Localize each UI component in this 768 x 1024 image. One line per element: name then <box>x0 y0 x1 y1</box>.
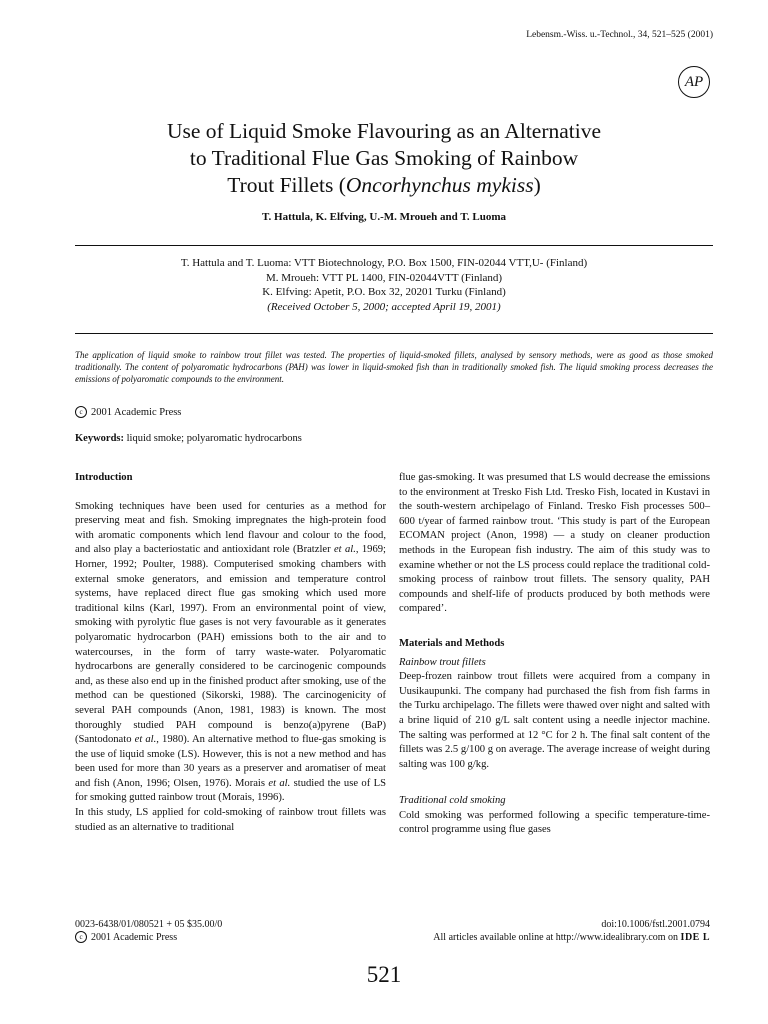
title-line-2: to Traditional Flue Gas Smoking of Rainbow <box>189 146 579 170</box>
journal-reference: Lebensm.-Wiss. u.-Technol., 34, 521–525 (2001) <box>526 30 713 40</box>
title-line-1: Use of Liquid Smoke Flavouring as an Alternative <box>166 119 602 143</box>
doi: doi:10.1006/fstl.2001.0794 <box>601 919 710 930</box>
keywords-text: liquid smoke; polyaromatic hydrocarbons <box>126 433 302 444</box>
cold-smoking-paragraph: Cold smoking was performed following a specific temperature-time-control programme using flue gases <box>399 809 710 836</box>
copyright-icon: c <box>75 406 87 418</box>
footer-right <box>433 918 710 944</box>
author-list: T. Hattula, K. Elfving, U.-M. Mroueh and T. Luoma <box>262 211 506 223</box>
footer-left <box>75 918 222 944</box>
intro-paragraph-2: In this study, LS applied for cold-smoking of rainbow trout fillets was studied as an alternative to traditional <box>75 807 386 833</box>
divider-rule <box>75 333 713 334</box>
divider-rule <box>75 245 713 246</box>
footer-copyright: c 2001 Academic Press <box>75 931 222 944</box>
affiliations <box>0 256 768 314</box>
right-column <box>399 471 710 838</box>
title-line-3: Trout Fillets (Oncorhynchus mykiss) <box>227 173 541 197</box>
section-heading-materials-methods: Materials and Methods <box>399 637 505 649</box>
intro-continuation: flue gas-smoking. It was presumed that LS would decrease the emissions to the environment at Tresko Fish Ltd. Tresko Fish, located in Kustavi in the south-western archipelago of Finland. Tresko Fish processes 500–600 t/year of farmed rainbow trout. ‘This study is part of the European ECOMAN project (Anon, 1998) — a study on cleaner production methods in the European fish industry. The aim of this study was to examine whether or not the LS process could replace the traditional cold-smoking process of rainbow trout fillets. The sensory quality, PAH compounds and shelf-life of products produced by both methods were compared’. <box>399 472 710 615</box>
intro-paragraph-1: Smoking techniques have been used for centuries as a method for preserving meat and fish. Smoking impregnates the high-protein food with aromatic components which lend flavour and colour to the food, and also play a bacteriostatic and antioxidant role (Bratzler et al., 1969; Horner, 1992; Poulter, 1988). Computerised smoking chambers with external smoke generators, and emission and temperature control systems, have replaced direct flue gas smoking which used more traditional kilns (Karl, 1997). From an environmental point of view, smoking with pyrolytic flue gases is not very favourable as it generates polyaromatic hydrocarbon (PAH) emissions both to the air and to watercourses, in the form of tarry waste-water. Polyaromatic hydrocarbons are generally considered to be carcinogenic compounds and, as these also end up in the finished product after smoking, use of the method can be questioned (Sikorski, 1988). The carcinogenicity of several PAH compounds (Anon, 1981, 1983) is known. The most thoroughly studied PAH compound is benzo(a)pyrene (BaP) (Santodonato et al., 1980). An alternative method to flue-gas smoking is the use of liquid smoke (LS). However, this is not a new method and has been used for more than 30 years as a preserver and aromatiser of meat and fish (Anon, 1996; Olsen, 1976). Morais et al. studied the use of LS for smoking gutted rainbow trout (Morais, 1996). <box>75 500 387 804</box>
rainbow-trout-paragraph: Deep-frozen rainbow trout fillets were acquired from a company in Uusikaupunki. The company had purchased the fish from fish farms in the Turku archipelago. The fillets were thawed over night and salted with a brine liquid of 210 g/L salt content using a needle injector machine. The salting was performed at 12 °C for 2 h. The final salt content of the fillets was 2.5 g/100 g on average. The average increase of weight during salting was 100 g/kg. <box>399 671 710 770</box>
copyright-notice: c 2001 Academic Press <box>75 406 181 418</box>
keywords-label: Keywords: <box>75 433 124 444</box>
subheading-rainbow-trout: Rainbow trout fillets <box>399 656 486 668</box>
page-number: 521 <box>366 962 402 987</box>
species-name: Oncorhynchus mykiss <box>345 173 534 197</box>
received-dates: (Received October 5, 2000; accepted April 19, 2001) <box>267 300 501 313</box>
copyright-icon: c <box>75 931 87 943</box>
article-code: 0023-6438/01/080521 + 05 $35.00/0 <box>75 919 223 930</box>
affiliation-2: M. Mroueh: VTT PL 1400, FIN-02044VTT (Finland) <box>265 271 503 284</box>
article-title <box>75 118 693 199</box>
keywords <box>75 433 302 444</box>
abstract: The application of liquid smoke to rainbow trout fillet was tested. The properties of liquid-smoked fillets, analysed by sensory methods, were as good as those smoked traditionally. The content of polyaromatic hydrocarbons (PAH) was lower in liquid-smoked fish than in traditionally smoked fish. The liquid smoking process decreases the emissions of polyaromatic compounds to the environment. <box>75 350 713 384</box>
ideal-logo: IDE L <box>680 932 710 943</box>
online-availability: All articles available online at http://www.idealibrary.com on IDE L <box>433 932 710 943</box>
academic-press-logo: AP <box>678 66 710 98</box>
section-heading-introduction: Introduction <box>75 472 133 483</box>
left-column <box>75 471 386 835</box>
affiliation-1: T. Hattula and T. Luoma: VTT Biotechnology, P.O. Box 1500, FIN-02044 VTT,U- (Finland) <box>180 257 588 269</box>
subheading-cold-smoking: Traditional cold smoking <box>399 795 506 807</box>
affiliation-3: K. Elfving: Apetit, P.O. Box 32, 20201 Turku (Finland) <box>262 286 506 298</box>
